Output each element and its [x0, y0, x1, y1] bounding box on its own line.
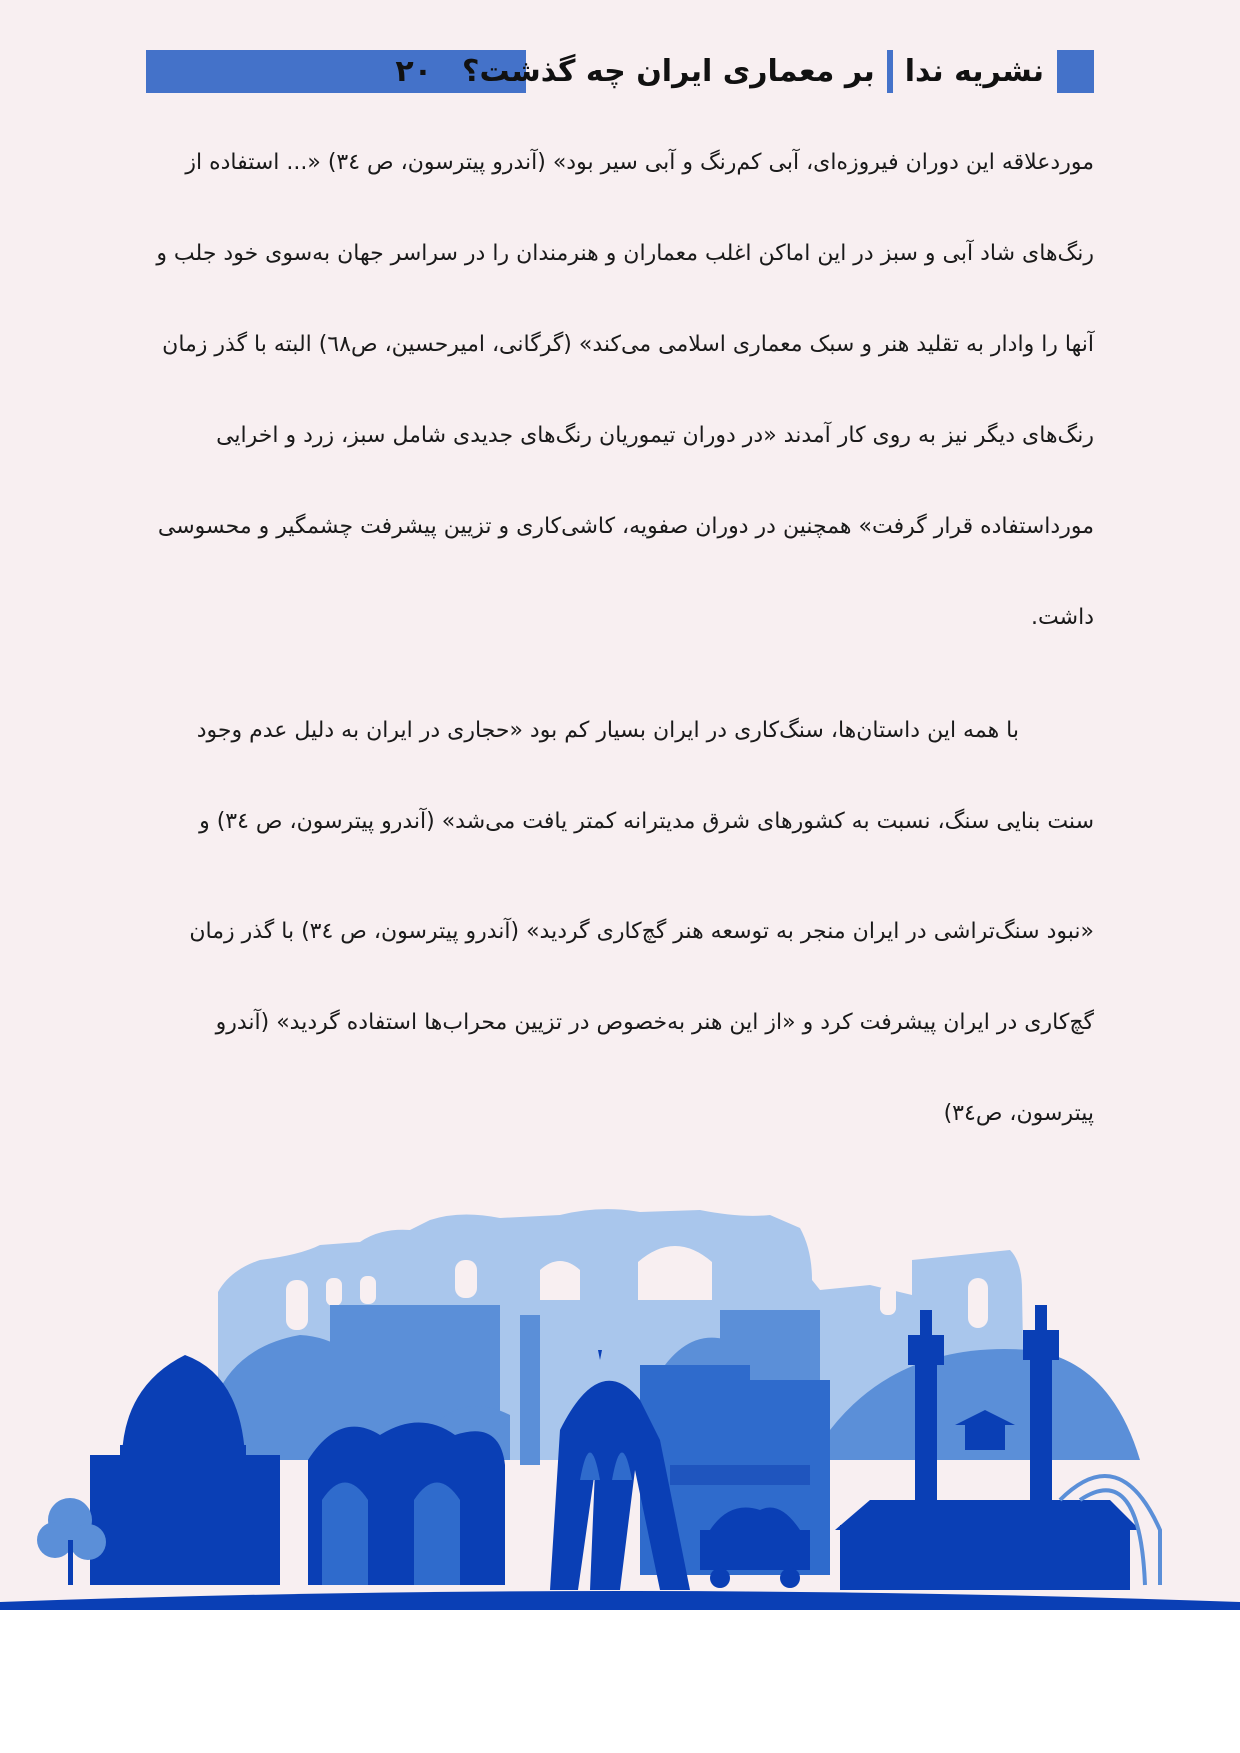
text-line: با همه این داستان‌ها، سنگ‌کاری در ایران بسیار کم بود «حجاری در ایران به دلیل عدم وجود	[196, 718, 1019, 743]
text-line: موردعلاقه این دوران فیروزه‌ای، آبی کم‌رنگ و آبی سیر بود» (آندرو پیترسون، ص ٣٤) «... استفاده از	[185, 150, 1094, 175]
text-line: سنت بنایی سنگ، نسبت به کشورهای شرق مدیترانه کمتر یافت می‌شد» (آندرو پیترسون، ص ٣٤) و	[199, 809, 1094, 834]
header-accent-bar-right	[1057, 50, 1094, 93]
text-line: گچ‌کاری در ایران پیشرفت کرد و «از این هنر به‌خصوص در تزیین محراب‌ها استفاده گردید» (آندرو	[215, 1010, 1094, 1035]
header-separator	[444, 50, 450, 93]
text-line: آنها را وادار به تقلید هنر و سبک معماری اسلامی می‌کند» (گرگانی، امیرحسین، ص٦٨) البته با گذر زمان	[162, 332, 1094, 357]
text-line: رنگ‌های شاد آبی و سبز در این اماکن اغلب معماران و هنرمندان را در سراسر جهان به‌سوی خود جلب و	[156, 241, 1094, 266]
text-line: رنگ‌های دیگر نیز به روی کار آمدند «در دوران تیموریان رنگ‌های جدیدی شامل سبز، زرد و اخرایی	[216, 423, 1094, 448]
page-header	[395, 50, 1044, 93]
text-line: مورداستفاده قرار گرفت» همچنین در دوران صفویه، کاشی‌کاری و تزیین پیشرفت چشمگیر و محسوسی	[157, 514, 1094, 539]
iranian-architecture-skyline	[0, 1200, 1240, 1610]
header-separator	[887, 50, 893, 93]
publication-name: نشریه ندا	[904, 54, 1044, 89]
page-number: ۲۰	[395, 54, 433, 89]
text-line: «نبود سنگ‌تراشی در ایران منجر به توسعه هنر گچ‌کاری گردید» (آندرو پیترسون، ص ٣٤) با گذر زمان	[189, 919, 1094, 944]
ground-line	[0, 1591, 1240, 1610]
text-line: داشت.	[1031, 605, 1094, 630]
text-line: پیترسون، ص٣٤)	[943, 1101, 1094, 1126]
article-title: بر معماری ایران چه گذشت؟	[462, 54, 875, 89]
